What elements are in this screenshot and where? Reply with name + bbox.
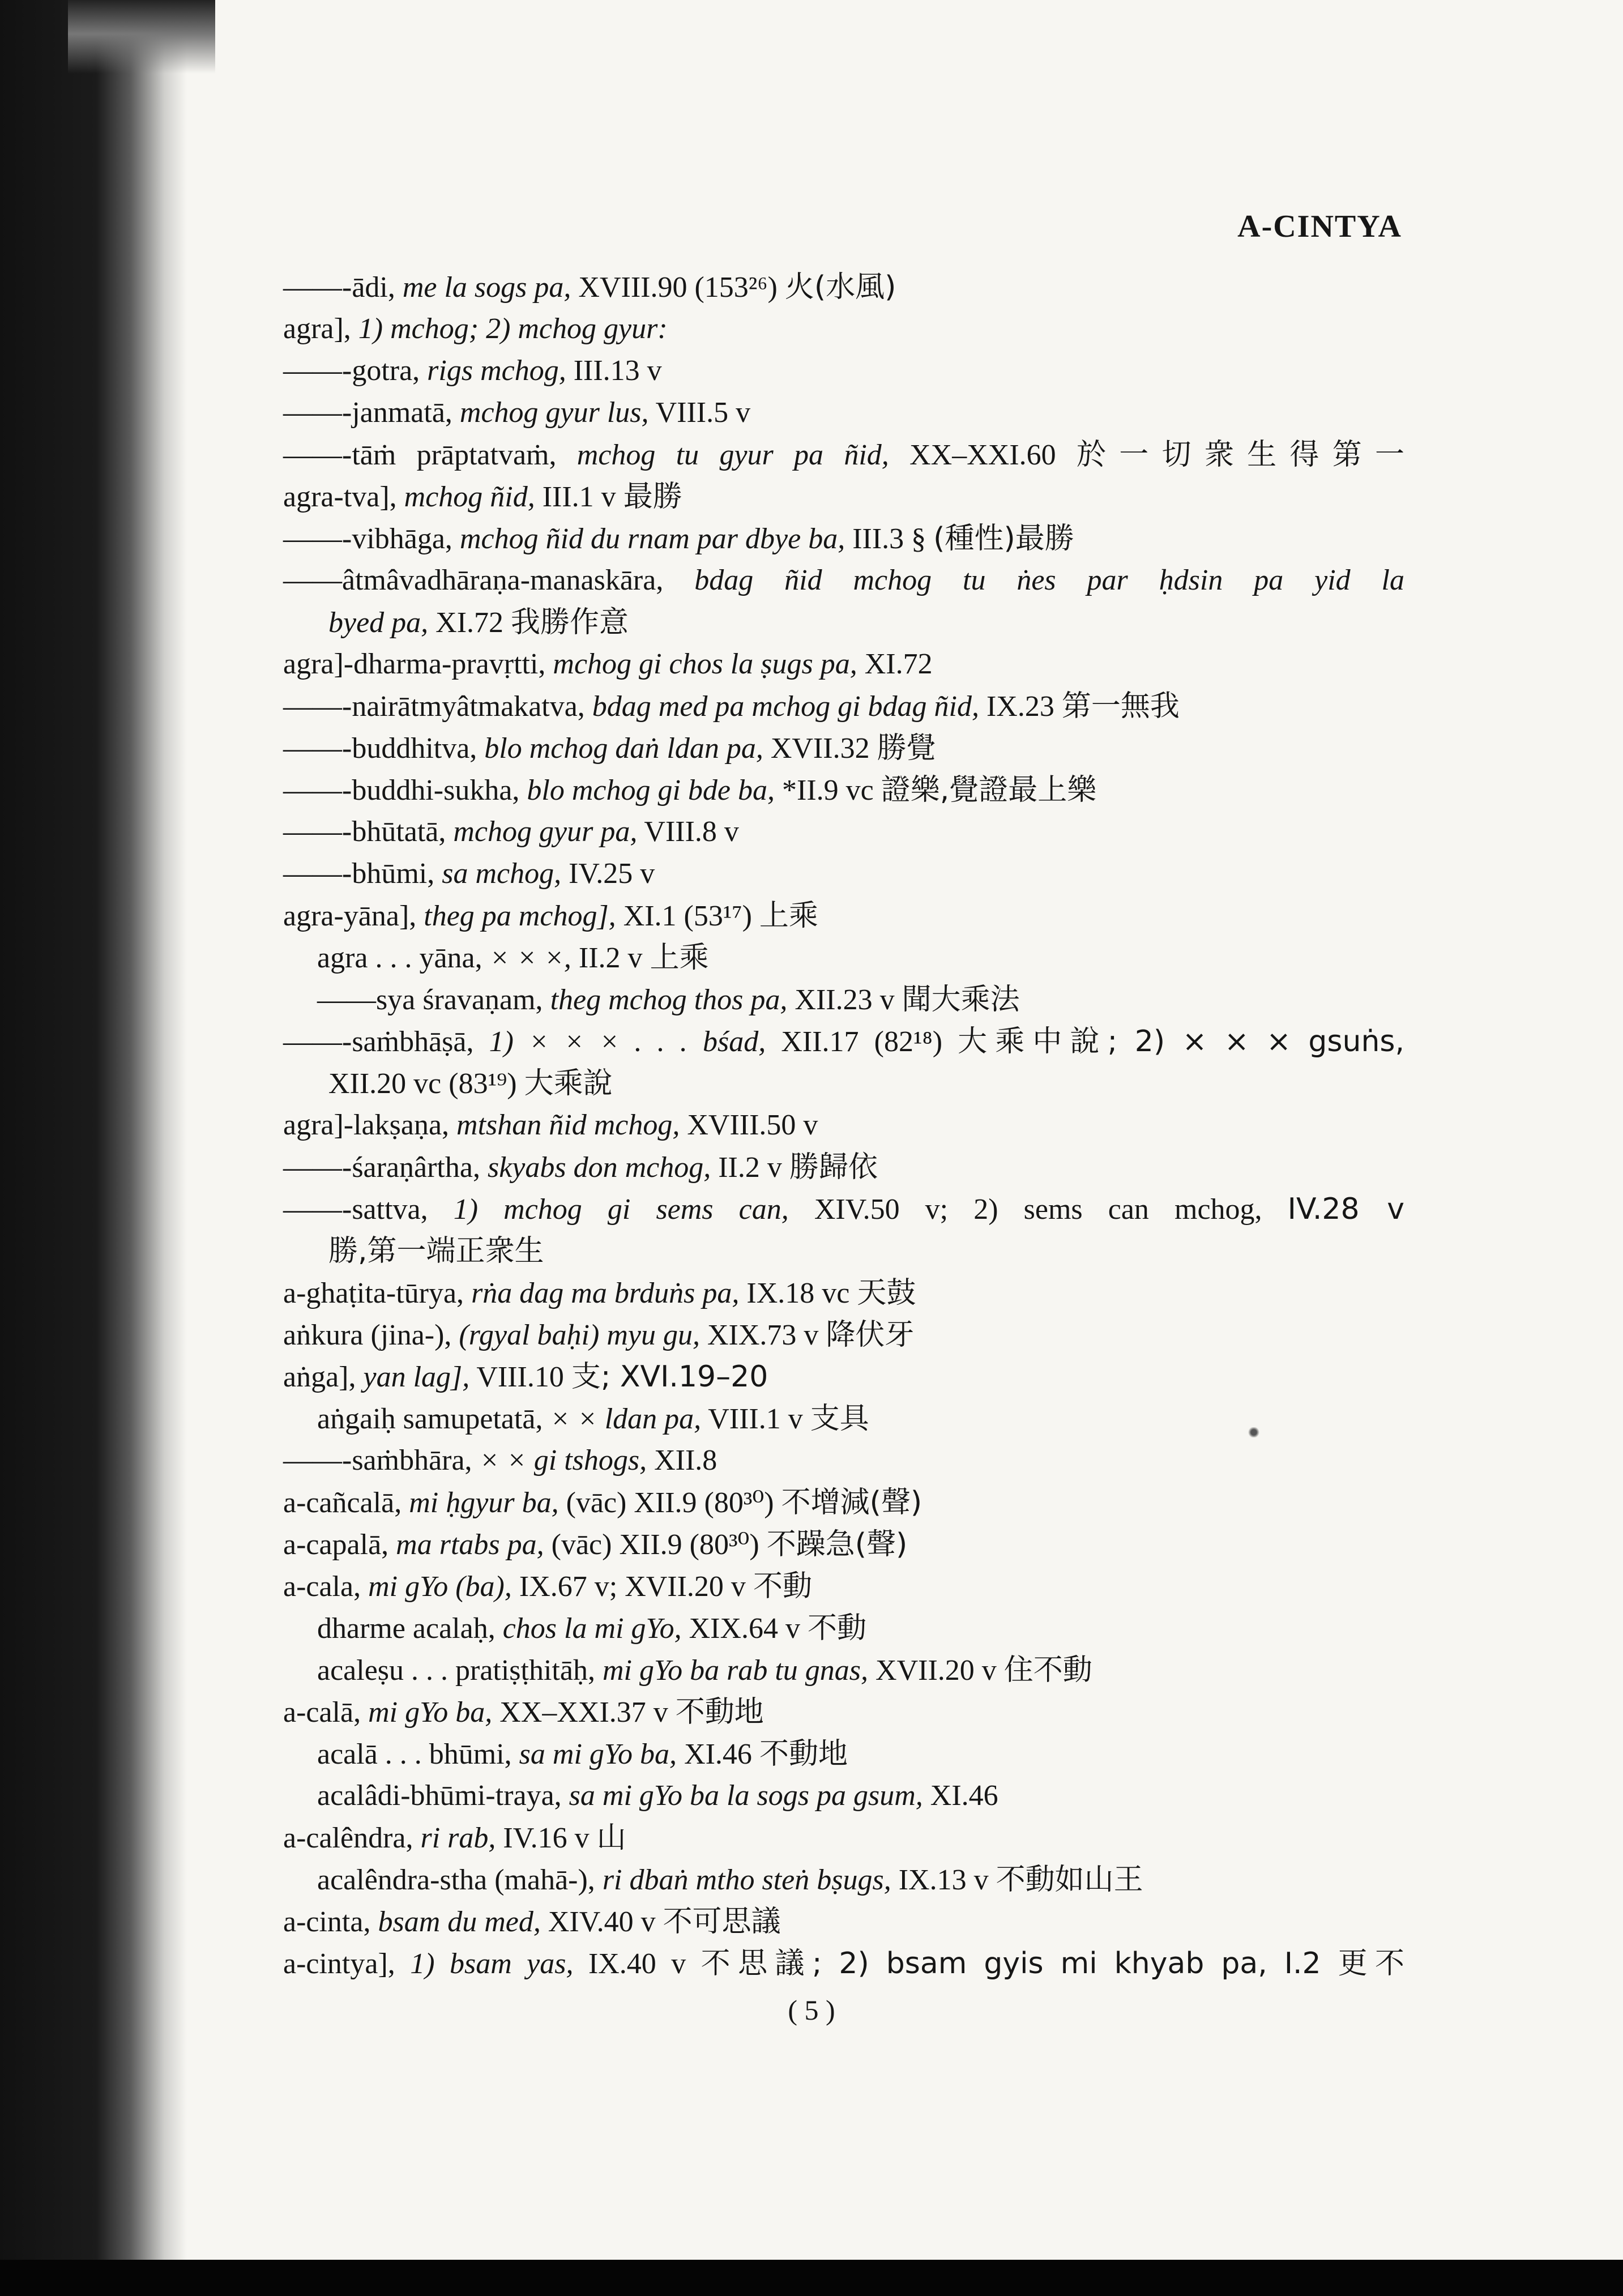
entry-tibetan: mchog gyur pa, [453, 816, 638, 848]
entry-reference: IX.13 v [898, 1864, 989, 1896]
entry-tibetan: sa mchog, [442, 857, 562, 890]
entry-term: a-ghaṭita-tūrya, [283, 1277, 464, 1309]
dictionary-entry [283, 1314, 1404, 1356]
entry-term: ——-buddhi-sukha, [283, 774, 520, 806]
dictionary-entry [283, 811, 1404, 853]
dictionary-entry [283, 1607, 1404, 1649]
entry-chinese: 第一無我 [1061, 689, 1180, 723]
dictionary-entry [283, 1817, 1404, 1859]
dictionary-entry [283, 1859, 1404, 1901]
entry-term: aṅga], [283, 1361, 356, 1393]
entry-reference: III.1 v [542, 481, 616, 513]
entry-term: agra . . . yāna, [317, 942, 482, 974]
entry-reference: XVIII.50 v [687, 1109, 818, 1141]
entry-reference: XIV.50 v; 2) sems can mchog, [814, 1193, 1262, 1226]
entry-term: acaleṣu . . . pratiṣṭhitāḥ, [317, 1654, 595, 1687]
entry-reference: XVII.32 [770, 732, 870, 765]
entry-reference: XII.20 vc (83¹⁹) [328, 1068, 517, 1100]
entry-tibetan: mchog gyur lus, [459, 396, 649, 429]
entry-reference: XIX.64 v [689, 1612, 801, 1645]
entry-term: agra], [283, 313, 351, 345]
dictionary-entry [283, 434, 1404, 476]
entry-chinese: 證樂,覺證最上樂 [881, 773, 1097, 807]
dictionary-entry [283, 350, 1404, 392]
entry-reference: XII.17 (82¹⁸) [781, 1026, 943, 1058]
entry-reference: XX–XXI.37 v [499, 1696, 668, 1729]
dictionary-entry [283, 853, 1404, 895]
entry-tibetan: mi gYo ba, [368, 1696, 493, 1729]
page-number: ( 5 ) [788, 1994, 835, 2026]
entry-reference: XVIII.90 (153²⁶) [578, 271, 778, 304]
entry-term: ——âtmâvadhāraṇa-manaskāra, [283, 564, 664, 596]
entry-chinese: 降伏牙 [826, 1318, 915, 1352]
entry-tibetan: (rgyal baḥi) myu gu, [459, 1319, 700, 1351]
entry-tibetan: chos la mi gYo, [502, 1612, 682, 1645]
entry-term: acalêndra-stha (mahā-), [317, 1864, 595, 1896]
entry-reference: XVII.20 v [875, 1654, 997, 1687]
entry-chinese: 大乘中說; 2) × × × gsuṅs, [958, 1025, 1405, 1059]
dictionary-entry [283, 1691, 1404, 1733]
entry-chinese: 不動如山王 [996, 1863, 1143, 1897]
entry-tibetan: × × ×, [489, 942, 571, 974]
entry-tibetan: ri dbaṅ mtho steṅ bṣugs, [602, 1864, 891, 1896]
dictionary-entries [283, 266, 1404, 1985]
entry-tibetan: × × gi tshogs, [479, 1444, 647, 1476]
entry-tibetan: mi gYo (ba), [368, 1571, 512, 1603]
entry-reference: XI.1 (53¹⁷) [623, 900, 752, 932]
entry-term: acalā . . . bhūmi, [317, 1738, 512, 1770]
entry-term: a-calêndra, [283, 1822, 413, 1854]
dictionary-entry [283, 1733, 1404, 1775]
dictionary-entry [283, 1775, 1404, 1817]
entry-reference: VIII.10 [476, 1361, 564, 1393]
entry-reference: IV.25 v [569, 857, 655, 890]
entry-term: agra-tva], [283, 481, 397, 513]
entry-chinese: 天鼓 [857, 1276, 916, 1310]
entry-tibetan: × × ldan pa, [550, 1403, 702, 1435]
entry-chinese: 上乘 [759, 899, 818, 933]
dictionary-entry [283, 1021, 1404, 1062]
entry-term: ——-gotra, [283, 355, 420, 387]
dictionary-entry [283, 769, 1404, 811]
entry-term: a-cala, [283, 1571, 361, 1603]
entry-term: ——-buddhitva, [283, 732, 477, 765]
entry-reference: XI.46 [930, 1779, 998, 1812]
entry-chinese: 山 [596, 1821, 626, 1855]
entry-chinese: 不思議; 2) bsam gyis mi khyab pa, I.2 更不 [701, 1947, 1405, 1981]
dictionary-entry [283, 1230, 1404, 1272]
entry-tibetan: skyabs don mchog, [487, 1151, 711, 1184]
dictionary-entry [283, 643, 1404, 685]
entry-term: dharme acalaḥ, [317, 1612, 496, 1645]
entry-chinese: 不可思議 [663, 1905, 781, 1939]
entry-tibetan: mtshan ñid mchog, [456, 1109, 680, 1141]
entry-tibetan: mchog gi chos la ṣugs pa, [553, 648, 857, 680]
entry-term: aṅkura (jina-), [283, 1319, 452, 1351]
dictionary-entry [283, 1272, 1404, 1314]
entry-chinese: 住不動 [1003, 1653, 1092, 1687]
entry-reference: XIX.73 v [707, 1319, 819, 1351]
entry-tibetan: bsam du med, [378, 1906, 541, 1938]
dictionary-entry [283, 895, 1404, 937]
entry-reference: III.3 § [852, 523, 926, 555]
entry-chinese: 不躁急(聲) [766, 1527, 908, 1561]
dictionary-entry [283, 727, 1404, 769]
entry-chinese: 聞大乘法 [902, 983, 1020, 1017]
dictionary-entry [283, 1523, 1404, 1565]
entry-reference: IX.18 vc [746, 1277, 850, 1309]
entry-chinese: 不動 [753, 1569, 812, 1603]
entry-chinese: 勝覺 [877, 731, 936, 765]
entry-tibetan: mi ḥgyur ba, [409, 1487, 559, 1519]
entry-reference: XII.8 [654, 1444, 717, 1476]
entry-chinese: 最勝 [623, 480, 682, 514]
running-header: A-CINTYA [1237, 209, 1402, 244]
entry-reference: XI.72 [435, 607, 504, 639]
entry-tibetan: ri rab, [420, 1822, 496, 1854]
entry-tibetan: sa mi gYo ba, [519, 1738, 677, 1770]
entry-tibetan: mchog ñid du rnam par dbye ba, [459, 523, 845, 555]
dictionary-entry [283, 1565, 1404, 1607]
dictionary-entry [283, 601, 1404, 643]
entry-reference: III.13 v [573, 355, 662, 387]
entry-chinese: 不動 [808, 1611, 867, 1645]
entry-reference: IV.16 v [503, 1822, 590, 1854]
dictionary-entry [283, 1062, 1404, 1104]
dictionary-entry [283, 392, 1404, 434]
dictionary-entry [283, 1649, 1404, 1691]
entry-reference: XX–XXI.60 [909, 439, 1056, 471]
dictionary-entry [283, 685, 1404, 727]
entry-tibetan: rṅa dag ma brduṅs pa, [471, 1277, 740, 1309]
entry-tibetan: me la sogs pa, [402, 271, 571, 304]
entry-term: ——-ādi, [283, 271, 395, 304]
entry-chinese: 不動地 [675, 1695, 764, 1729]
dictionary-entry [283, 979, 1404, 1021]
entry-term: agra]-dharma-pravṛtti, [283, 648, 546, 680]
entry-chinese: 大乘說 [524, 1066, 613, 1100]
dictionary-entry [283, 937, 1404, 979]
entry-reference: XI.72 [864, 648, 933, 680]
entry-term: ——-bhūtatā, [283, 816, 446, 848]
entry-reference: (vāc) XII.9 (80³⁰) [566, 1487, 774, 1519]
entry-tibetan: theg pa mchog], [424, 900, 616, 932]
dictionary-entry [283, 518, 1404, 560]
entry-tibetan: mchog tu gyur pa ñid, [576, 439, 889, 471]
entry-term: ——-janmatā, [283, 396, 452, 429]
entry-reference: II.2 v [718, 1151, 782, 1184]
entry-term: ——-bhūmi, [283, 857, 435, 890]
entry-tibetan: 1) bsam yas, [410, 1948, 574, 1980]
entry-chinese: 支; XVI.19–20 [571, 1360, 768, 1394]
entry-chinese: 於一切衆生得第一 [1076, 438, 1404, 472]
entry-reference: VIII.8 v [644, 816, 739, 848]
entry-term: agra]-lakṣaṇa, [283, 1109, 450, 1141]
dictionary-entry [283, 1482, 1404, 1523]
entry-chinese: 支具 [810, 1402, 869, 1436]
entry-term: ——-śaraṇârtha, [283, 1151, 480, 1184]
entry-tibetan: byed pa, [328, 607, 429, 639]
entry-reference: (vāc) XII.9 (80³⁰) [551, 1529, 759, 1561]
entry-chinese: 火(水風) [784, 270, 896, 304]
dictionary-entry [283, 560, 1404, 601]
dictionary-entry [283, 1146, 1404, 1188]
dictionary-entry [283, 1440, 1404, 1482]
entry-chinese: 勝,第一端正衆生 [328, 1234, 544, 1268]
entry-tibetan: 1) mchog; 2) mchog gyur: [358, 313, 668, 345]
entry-chinese: 不增減(聲) [781, 1486, 922, 1520]
entry-chinese: 不動地 [759, 1737, 848, 1771]
entry-term: ——-saṁbhāra, [283, 1444, 472, 1476]
entry-reference: *II.9 vc [782, 774, 874, 806]
entry-reference: IX.23 [986, 690, 1054, 723]
entry-tibetan: 1) mchog gi sems can, [453, 1193, 789, 1226]
entry-chinese: 上乘 [650, 941, 709, 975]
scan-bottom-edge [0, 2260, 1623, 2296]
dictionary-entry [283, 1188, 1404, 1230]
entry-term: agra-yāna], [283, 900, 417, 932]
entry-tibetan: blo mchog daṅ ldan pa, [484, 732, 763, 765]
entry-chinese: 我勝作意 [511, 605, 629, 639]
entry-reference: II.2 v [578, 942, 643, 974]
scan-top-shadow [68, 0, 215, 74]
entry-term: aṅgaiḥ samupetatā, [317, 1403, 543, 1435]
entry-tibetan: mchog ñid, [404, 481, 535, 513]
entry-tibetan: theg mchog thos pa, [550, 984, 788, 1016]
dictionary-entry [283, 1104, 1404, 1146]
entry-reference: IX.40 v [588, 1948, 686, 1980]
dictionary-entry [283, 1901, 1404, 1943]
entry-tibetan: blo mchog gi bde ba, [527, 774, 775, 806]
entry-term: ——-tāṁ prāptatvaṁ, [283, 439, 557, 471]
entry-tibetan: sa mi gYo ba la sogs pa gsum, [569, 1779, 923, 1812]
entry-term: a-capalā, [283, 1529, 389, 1561]
entry-tibetan: 1) × × × . . . bśad, [489, 1026, 766, 1058]
entry-tibetan: bdag med pa mchog gi bdag ñid, [592, 690, 979, 723]
entry-term: a-cintya], [283, 1948, 395, 1980]
entry-reference: IX.67 v; XVII.20 v [519, 1571, 746, 1603]
entry-term: a-cinta, [283, 1906, 371, 1938]
dictionary-entry [283, 266, 1404, 308]
entry-tibetan: rigs mchog, [427, 355, 566, 387]
entry-term: ——-nairātmyâtmakatva, [283, 690, 585, 723]
entry-term: acalâdi-bhūmi-traya, [317, 1779, 562, 1812]
entry-term: a-calā, [283, 1696, 361, 1729]
entry-reference: VIII.5 v [655, 396, 751, 429]
entry-tibetan: ma rtabs pa, [396, 1529, 544, 1561]
dictionary-entry [283, 1356, 1404, 1398]
entry-term: ——sya śravaṇam, [317, 984, 543, 1016]
entry-chinese: 勝歸依 [789, 1150, 878, 1184]
dictionary-entry [283, 1398, 1404, 1440]
entry-tibetan: bdag ñid mchog tu ṅes par ḥdsin pa yid la [694, 564, 1405, 596]
dictionary-entry [283, 1943, 1404, 1985]
dictionary-entry [283, 476, 1404, 518]
entry-term: ——-saṁbhāṣā, [283, 1026, 474, 1058]
scan-left-edge [0, 0, 187, 2296]
dictionary-entry [283, 308, 1404, 350]
entry-reference: XI.46 [684, 1738, 752, 1770]
entry-term: ——-sattva, [283, 1193, 428, 1226]
entry-reference: XII.23 v [795, 984, 895, 1016]
entry-term: a-cañcalā, [283, 1487, 402, 1519]
entry-tibetan: mi gYo ba rab tu gnas, [602, 1654, 869, 1687]
entry-tibetan: yan lag], [363, 1361, 470, 1393]
entry-reference: XIV.40 v [548, 1906, 656, 1938]
entry-chinese: (種性)最勝 [933, 522, 1074, 556]
entry-reference: VIII.1 v [708, 1403, 803, 1435]
entry-term: ——-vibhāga, [283, 523, 452, 555]
entry-chinese: IV.28 v [1287, 1192, 1404, 1226]
